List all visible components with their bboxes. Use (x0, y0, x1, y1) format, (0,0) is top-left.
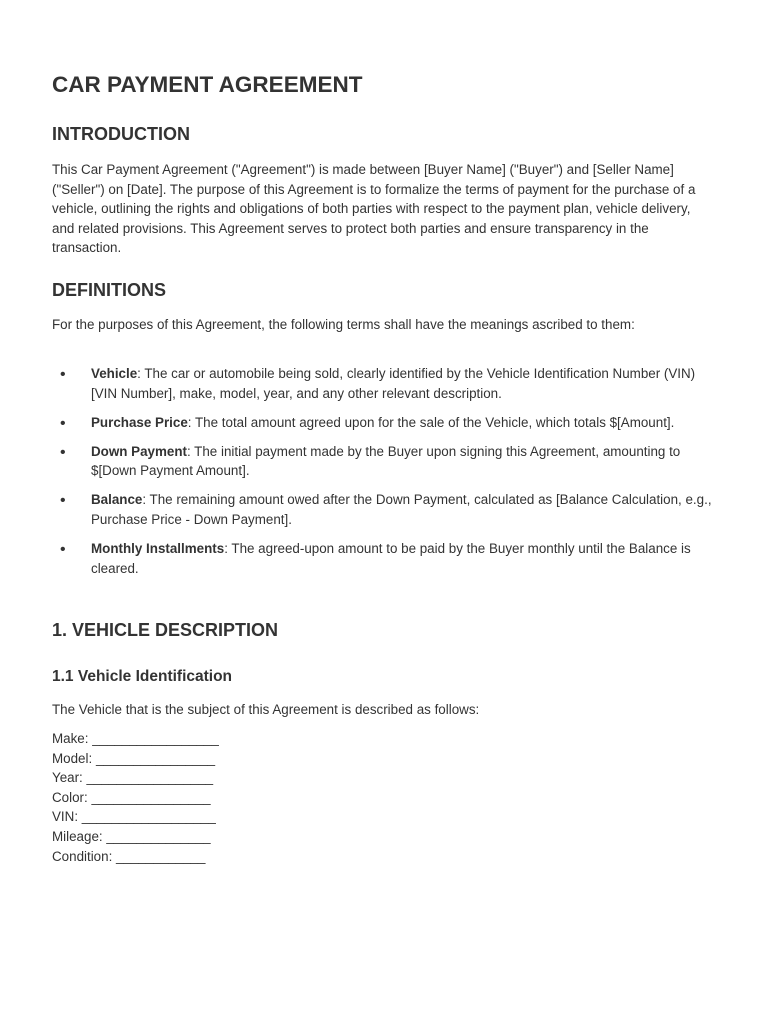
vehicle-identification-subheading: 1.1 Vehicle Identification (52, 668, 233, 685)
definition-item-down-payment (52, 442, 716, 481)
definition-text: : The initial payment made by the Buyer upon signing this Agreement, amounting to $[Down Payment Amount]. (91, 443, 681, 479)
bullet-icon: • (60, 492, 66, 510)
definition-item-purchase-price (52, 413, 716, 433)
document-title: CAR PAYMENT AGREEMENT (52, 72, 363, 97)
definition-text: : The car or automobile being sold, clearly identified by the Vehicle Identification Number (VIN) [VIN Number], make, model, year, and any other relevant description. (91, 366, 696, 401)
field-condition (52, 847, 219, 867)
definition-term: Down Payment (91, 443, 187, 459)
field-label: Color: (52, 789, 88, 805)
field-blank-line: ______________ (106, 828, 211, 844)
field-label: Make: (52, 731, 89, 746)
definition-text: : The total amount agreed upon for the sale of the Vehicle, which totals $[Amount]. (187, 414, 675, 430)
bullet-icon: • (60, 541, 66, 559)
definitions-intro: For the purposes of this Agreement, the following terms shall have the meanings ascribed to them: (52, 317, 635, 332)
vehicle-description-heading: 1. VEHICLE DESCRIPTION (52, 620, 279, 640)
vehicle-description-intro: The Vehicle that is the subject of this Agreement is described as follows: (52, 702, 480, 717)
vehicle-fields-list (52, 729, 219, 866)
field-make (52, 729, 219, 749)
field-label: Year: (52, 770, 83, 786)
definition-term: Purchase Price (91, 414, 188, 430)
definitions-list (52, 364, 722, 588)
field-label: VIN: (52, 809, 79, 825)
definition-term: Monthly Installments (91, 541, 225, 557)
definition-text: : The remaining amount owed after the Down Payment, calculated as [Balance Calculation, e.g., Purchase Price - Down Payment]. (91, 492, 712, 528)
field-label: Model: (52, 750, 93, 766)
definition-term: Vehicle (91, 366, 138, 381)
definition-text: : The agreed-upon amount to be paid by the Buyer monthly until the Balance is cleared. (91, 541, 691, 576)
introduction-paragraph: This Car Payment Agreement ("Agreement") is made between [Buyer Name] ("Buyer") and [Seller Name] ("Seller") on [Date]. The purpose of this Agreement is to formalize the terms of payment for the purchase of a vehicle, outlining the rights and obligations of both parties with respect to the payment plan, vehicle delivery, and related provisions. This Agreement serves to protect both parties and ensure transparency in the transaction. (52, 162, 696, 256)
field-blank-line: _________________ (86, 770, 214, 786)
bullet-icon: • (60, 443, 66, 461)
field-blank-line: ________________ (91, 789, 211, 805)
definition-item-monthly-installments (52, 539, 716, 578)
field-blank-line: ____________ (116, 848, 206, 864)
definition-item-vehicle (52, 364, 716, 403)
field-color (52, 788, 219, 808)
bullet-icon: • (60, 414, 66, 432)
field-mileage (52, 827, 219, 847)
definition-item-balance (52, 490, 716, 529)
field-model (52, 749, 219, 769)
field-blank-line: __________________ (81, 809, 216, 825)
field-year (52, 768, 219, 788)
field-blank-line: _________________ (92, 731, 219, 746)
field-label: Condition: (52, 848, 113, 864)
definition-term: Balance (91, 492, 143, 508)
introduction-heading: INTRODUCTION (52, 124, 190, 144)
field-vin (52, 807, 219, 827)
field-label: Mileage: (52, 828, 103, 844)
definitions-heading: DEFINITIONS (52, 280, 167, 300)
bullet-icon: • (60, 366, 66, 383)
field-blank-line: ________________ (95, 750, 216, 766)
